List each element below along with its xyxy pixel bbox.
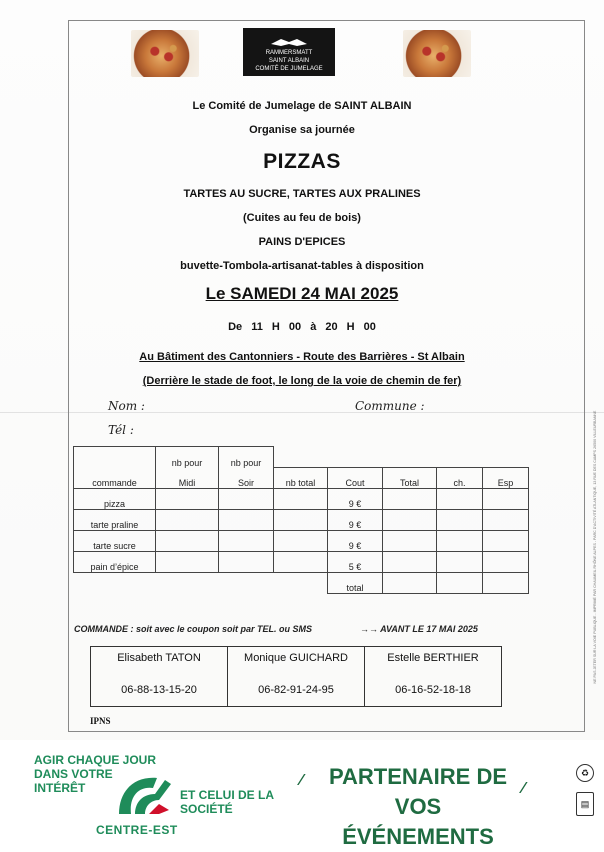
- contact-phone[interactable]: 06-88-13-15-20: [121, 684, 197, 696]
- col-nb-total: nb total: [274, 468, 328, 489]
- comite-logo: [243, 28, 335, 76]
- nb-pour-soir: nb pour: [219, 447, 274, 468]
- event-date: Le SAMEDI 24 MAI 2025: [205, 284, 399, 303]
- total-label: total: [328, 573, 383, 594]
- col-total: Total: [383, 468, 437, 489]
- esp-cell[interactable]: [483, 489, 529, 510]
- table-row: [74, 531, 529, 552]
- esp-cell[interactable]: [483, 510, 529, 531]
- event-place-detail: (Derrière le stade de foot, le long de la voie de chemin de fer): [142, 375, 462, 387]
- table-row: [74, 510, 529, 531]
- esp-total-cell[interactable]: [483, 573, 529, 594]
- qty-midi-cell[interactable]: [156, 489, 219, 510]
- logo-line-3: COMITÉ DE JUMELAGE: [255, 66, 323, 72]
- nb-total-cell[interactable]: [274, 531, 328, 552]
- item-price: 9 €: [328, 531, 383, 552]
- nb-total-cell[interactable]: [274, 510, 328, 531]
- tartes-line: TARTES AU SUCRE, TARTES AUX PRALINES: [183, 188, 421, 200]
- order-instructions: COMMANDE : soit avec le coupon soit par TEL. ou SMS: [74, 624, 313, 634]
- ad-agir-text: AGIR CHAQUE JOUR DANS VOTRE INTÉRÊT: [34, 753, 157, 795]
- col-commande: commande: [74, 468, 156, 489]
- sponsor-banner: [0, 740, 604, 849]
- col-esp: Esp: [483, 468, 529, 489]
- decor-dash-icon: ⁄: [300, 772, 303, 789]
- ad-icons: [576, 764, 596, 826]
- total-cell[interactable]: [383, 552, 437, 573]
- ch-total-cell[interactable]: [437, 573, 483, 594]
- nb-total-cell[interactable]: [274, 552, 328, 573]
- grand-total-cell[interactable]: [383, 573, 437, 594]
- item-name: pain d’épice: [74, 552, 156, 573]
- ipns-label: IPNS: [90, 716, 111, 726]
- logo-line-1: RAMMERSMATT: [265, 50, 313, 56]
- order-table: [73, 446, 529, 594]
- qty-midi-cell[interactable]: [156, 552, 219, 573]
- tel-label: Tél :: [108, 423, 134, 437]
- qty-midi-cell[interactable]: [156, 510, 219, 531]
- item-price: 9 €: [328, 510, 383, 531]
- qty-soir-cell[interactable]: [219, 489, 274, 510]
- order-deadline: →→ AVANT LE 17 MAI 2025: [360, 624, 478, 634]
- pizza-photo-left: [131, 30, 199, 77]
- commune-label: Commune :: [355, 399, 425, 413]
- contact-phone[interactable]: 06-82-91-24-95: [258, 684, 334, 696]
- qty-soir-cell[interactable]: [219, 510, 274, 531]
- contacts-table: [90, 646, 502, 707]
- item-name: tarte sucre: [74, 531, 156, 552]
- contact-card: [365, 647, 502, 707]
- contact-phone[interactable]: 06-16-52-18-18: [395, 684, 471, 696]
- logo-line-2: SAINT ALBAIN: [268, 58, 310, 64]
- organise-line: Organise sa journée: [249, 124, 355, 136]
- contact-card: [228, 647, 365, 707]
- recycle-icon: ♻: [576, 764, 594, 782]
- item-name: pizza: [74, 489, 156, 510]
- total-cell[interactable]: [383, 510, 437, 531]
- contact-name: Monique GUICHARD: [244, 652, 348, 664]
- qty-soir-cell[interactable]: [219, 531, 274, 552]
- total-cell[interactable]: [383, 489, 437, 510]
- ch-cell[interactable]: [437, 510, 483, 531]
- organizer-line: Le Comité de Jumelage de SAINT ALBAIN: [192, 100, 412, 112]
- ch-cell[interactable]: [437, 552, 483, 573]
- ch-cell[interactable]: [437, 531, 483, 552]
- ch-cell[interactable]: [437, 489, 483, 510]
- event-hours: De 11 H 00 à 20 H 00: [228, 321, 376, 333]
- table-total-row: [74, 573, 529, 594]
- contact-card: [91, 647, 228, 707]
- printer-side-text: NE PAS JETER SUR LA VOIE PUBLIQUE - IMPRIMÉ PAR CHAUMEIL RHÔNE ALPES - PARC D'ACTIVITÉ ATLANTIQUE, 13 RUE DES CAMPS 26500 VILLEURBANNE: [593, 410, 597, 684]
- ad-centre-est: CENTRE-EST: [96, 823, 178, 837]
- esp-cell[interactable]: [483, 552, 529, 573]
- table-row: [74, 489, 529, 510]
- handshake-icon: [269, 36, 309, 48]
- table-header-row: [74, 468, 529, 489]
- pains-line: PAINS D'EPICES: [258, 236, 346, 248]
- decor-dash-icon: ⁄: [522, 780, 525, 797]
- cuites-line: (Cuites au feu de bois): [243, 212, 361, 224]
- contact-name: Elisabeth TATON: [117, 652, 201, 664]
- table-row: [74, 447, 529, 468]
- col-cout: Cout: [328, 468, 383, 489]
- col-ch: ch.: [437, 468, 483, 489]
- triman-icon: ▤: [576, 792, 594, 816]
- table-row: [74, 552, 529, 573]
- contact-name: Estelle BERTHIER: [387, 652, 479, 664]
- ad-partenaire-headline: PARTENAIRE DE VOS ÉVÉNEMENTS: [328, 764, 508, 849]
- qty-soir-cell[interactable]: [219, 552, 274, 573]
- item-price: 5 €: [328, 552, 383, 573]
- col-soir: Soir: [219, 468, 274, 489]
- pizza-photo-right: [403, 30, 471, 77]
- event-place: Au Bâtiment des Cantonniers - Route des Barrières - St Albain: [139, 351, 465, 363]
- nom-label: Nom :: [108, 399, 145, 413]
- col-midi: Midi: [156, 468, 219, 489]
- total-cell[interactable]: [383, 531, 437, 552]
- credit-agricole-logo-icon: [113, 770, 175, 820]
- item-name: tarte praline: [74, 510, 156, 531]
- ad-celui-text: ET CELUI DE LA SOCIÉTÉ: [180, 788, 275, 816]
- nb-pour-midi: nb pour: [156, 447, 219, 468]
- esp-cell[interactable]: [483, 531, 529, 552]
- nb-total-cell[interactable]: [274, 489, 328, 510]
- activities-line: buvette-Tombola-artisanat-tables à disposition: [180, 260, 424, 272]
- item-price: 9 €: [328, 489, 383, 510]
- qty-midi-cell[interactable]: [156, 531, 219, 552]
- table-row: [91, 647, 502, 707]
- event-title: PIZZAS: [263, 150, 341, 173]
